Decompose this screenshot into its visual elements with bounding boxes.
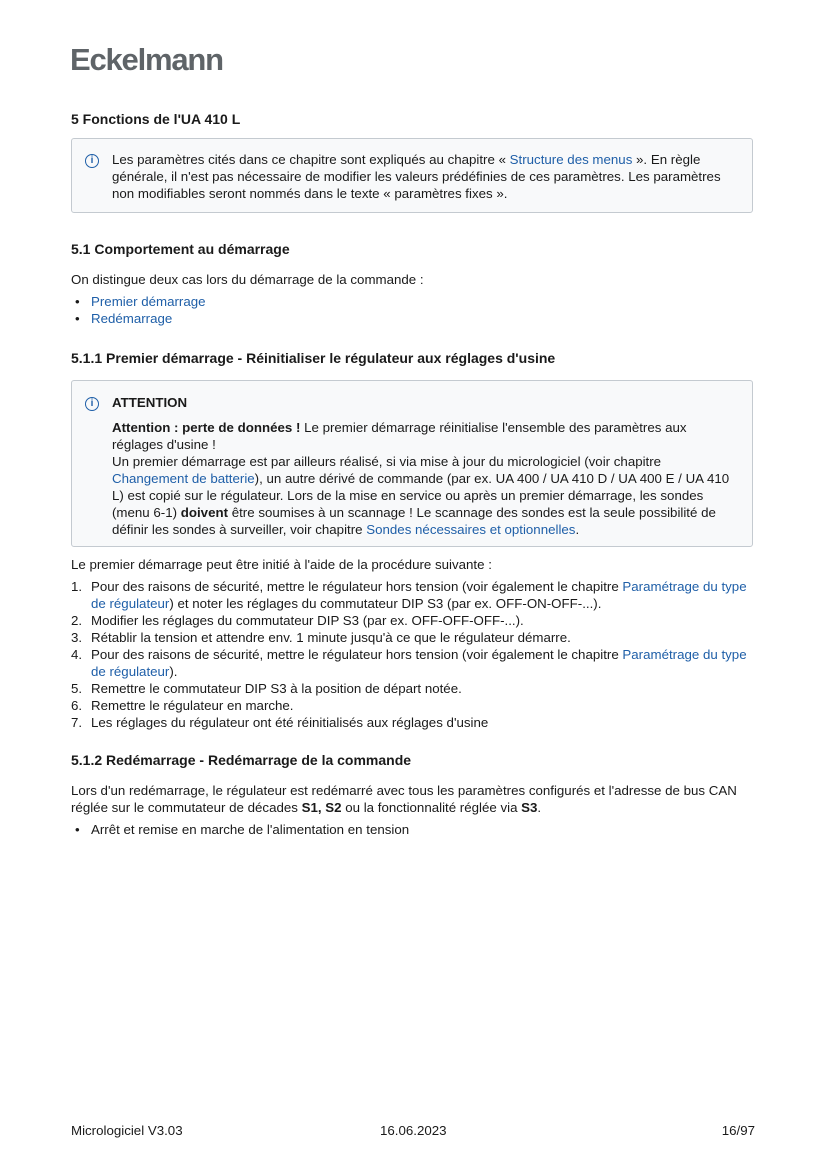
text-segment: S1, S2 bbox=[301, 800, 342, 815]
step-text bbox=[91, 715, 488, 730]
text-segment: ». En règle générale, il n'est pas nécessaire de modifier les valeurs prédéfinies de ces paramètres. Les paramètres non modifiables seront nommés dans le texte « paramètres fixes ». bbox=[112, 152, 721, 201]
attention-heading: ATTENTION bbox=[112, 395, 188, 410]
text-segment: être soumises à un scannage ! Le scannage des sondes est la seule possibilité de définir les sondes à surveiller, voir chapitre bbox=[112, 505, 716, 537]
text-segment: ) et noter les réglages du commutateur DIP S3 (par ex. OFF-ON-OFF-...). bbox=[169, 596, 602, 611]
info-note bbox=[71, 138, 753, 213]
chapter-title: 5 Fonctions de l'UA 410 L bbox=[71, 111, 241, 127]
text-segment: Remettre le régulateur en marche. bbox=[91, 698, 294, 713]
text-segment: . bbox=[537, 800, 542, 815]
chapter-link[interactable]: Structure des menus bbox=[509, 152, 633, 167]
text-segment: ). bbox=[169, 664, 178, 679]
step-text bbox=[91, 579, 747, 611]
procedure-step bbox=[71, 680, 756, 697]
step-number: 6. bbox=[71, 698, 83, 713]
step-number: 7. bbox=[71, 715, 83, 730]
section-5-1-title: 5.1 Comportement au démarrage bbox=[71, 241, 290, 257]
text-segment: Remettre le commutateur DIP S3 à la position de départ notée. bbox=[91, 681, 462, 696]
step-text bbox=[91, 647, 747, 679]
text-segment: Les réglages du régulateur ont été réinitialisés aux réglages d'usine bbox=[91, 715, 489, 730]
list-item-text: Arrêt et remise en marche de l'alimentation en tension bbox=[91, 822, 410, 837]
procedure-step bbox=[71, 714, 756, 731]
chapter-link[interactable]: Sondes nécessaires et optionnelles bbox=[366, 522, 576, 537]
attention-box bbox=[71, 380, 753, 547]
procedure-step bbox=[71, 578, 756, 612]
step-number: 1. bbox=[71, 579, 83, 594]
step-number: 2. bbox=[71, 613, 83, 628]
info-icon: i bbox=[85, 154, 99, 168]
attention-text bbox=[112, 419, 734, 538]
text-segment: Le premier démarrage réinitialise l'ensemble des paramètres aux réglages d'usine ! bbox=[112, 420, 687, 452]
link-redemarrage[interactable]: Redémarrage bbox=[91, 311, 173, 326]
step-text bbox=[91, 630, 571, 645]
text-segment: ), un autre dérivé de commande (par ex. UA 400 / UA 410 D / UA 400 E / UA 410 L) est copié sur le régulateur. Lors de la mise en service ou après un premier démarrage, les sondes (menu 6-1) bbox=[112, 471, 730, 520]
section-5-1-2-title: 5.1.2 Redémarrage - Redémarrage de la commande bbox=[71, 752, 412, 768]
eckelmann-logo: Eckelmann bbox=[70, 42, 223, 77]
step-number: 4. bbox=[71, 647, 83, 662]
step-number: 3. bbox=[71, 630, 83, 645]
chapter-link[interactable]: Paramétrage du type de régulateur bbox=[91, 579, 747, 611]
procedure-step bbox=[71, 612, 756, 629]
list-item: • Arrêt et remise en marche de l'alimentation en tension bbox=[75, 822, 410, 837]
step-text bbox=[91, 681, 462, 696]
procedure-step bbox=[71, 629, 756, 646]
procedure-intro: Le premier démarrage peut être initié à l'aide de la procédure suivante : bbox=[71, 557, 492, 572]
text-segment: Un premier démarrage est par ailleurs réalisé, si via mise à jour du micrologiciel (voir chapitre bbox=[112, 454, 662, 469]
text-segment: Les paramètres cités dans ce chapitre sont expliqués au chapitre « bbox=[112, 152, 510, 167]
footer-version: Micrologiciel V3.03 bbox=[71, 1123, 183, 1138]
step-text bbox=[91, 613, 524, 628]
list-item: • Premier démarrage bbox=[75, 294, 206, 309]
text-segment: ou la fonctionnalité réglée via bbox=[341, 800, 522, 815]
link-premier-demarrage[interactable]: Premier démarrage bbox=[91, 294, 206, 309]
section-5-1-1-title: 5.1.1 Premier démarrage - Réinitialiser le régulateur aux réglages d'usine bbox=[71, 350, 556, 366]
note-text bbox=[112, 151, 734, 202]
text-segment: Pour des raisons de sécurité, mettre le régulateur hors tension (voir également le chapitre bbox=[91, 579, 623, 594]
text-segment: Lors d'un redémarrage, le régulateur est redémarré avec tous les paramètres configurés et l'adresse de bus CAN réglée sur le commutateur de décades bbox=[71, 783, 737, 815]
text-segment: Attention : perte de données ! bbox=[112, 420, 301, 435]
step-number: 5. bbox=[71, 681, 83, 696]
chapter-link[interactable]: Changement de batterie bbox=[112, 471, 255, 486]
text-segment: Pour des raisons de sécurité, mettre le régulateur hors tension (voir également le chapitre bbox=[91, 647, 623, 662]
text-segment: Modifier les réglages du commutateur DIP S3 (par ex. OFF-OFF-OFF-...). bbox=[91, 613, 524, 628]
text-segment: doivent bbox=[180, 505, 229, 520]
startup-cases-list bbox=[71, 293, 756, 327]
list-item: • Redémarrage bbox=[75, 311, 173, 326]
restart-list bbox=[71, 821, 756, 838]
text-segment: S3 bbox=[521, 800, 538, 815]
text-segment: Rétablir la tension et attendre env. 1 minute jusqu'à ce que le régulateur démarre. bbox=[91, 630, 571, 645]
restart-text bbox=[71, 782, 751, 816]
footer-date: 16.06.2023 bbox=[380, 1123, 447, 1138]
procedure-steps bbox=[71, 578, 756, 731]
procedure-step bbox=[71, 697, 756, 714]
step-text bbox=[91, 698, 294, 713]
info-icon: i bbox=[85, 397, 99, 411]
footer-page-number: 16/97 bbox=[721, 1123, 755, 1138]
section-5-1-intro: On distingue deux cas lors du démarrage de la commande : bbox=[71, 272, 424, 287]
procedure-step bbox=[71, 646, 756, 680]
text-segment: . bbox=[575, 522, 580, 537]
chapter-link[interactable]: Paramétrage du type de régulateur bbox=[91, 647, 747, 679]
